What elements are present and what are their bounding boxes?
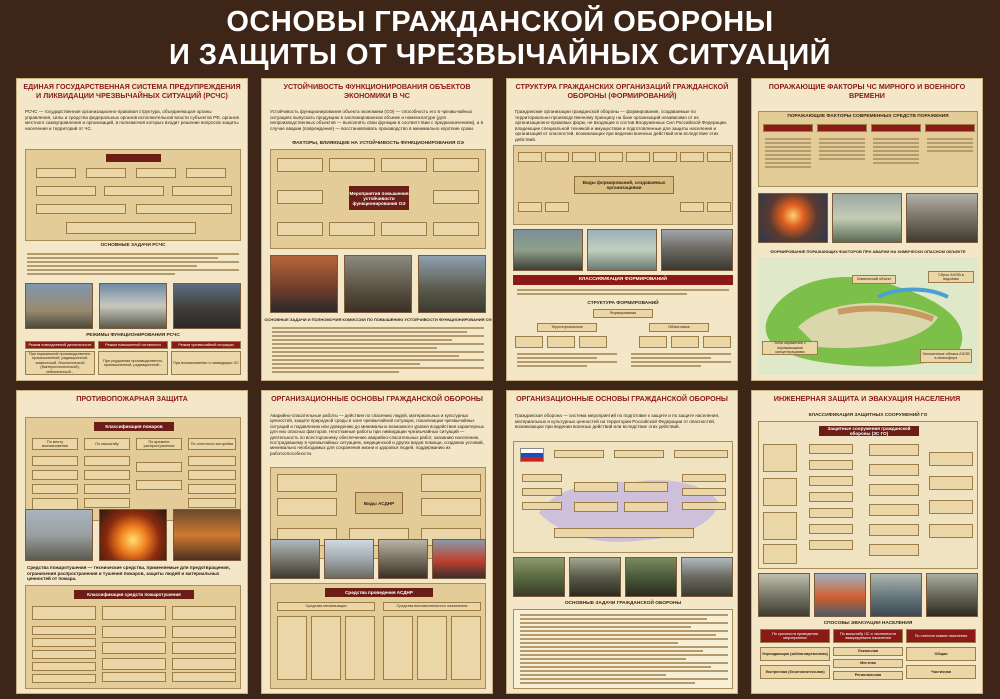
center-box: Виды АСДНР xyxy=(355,492,403,514)
panel-intro: Гражданская оборона — система мероприятий по подготовке к защите и по защите населения, материальных и культурных ценностей на территории Российской Федерации от опасностей, возникающих при ведении военных действий или вследствие этих действий. xyxy=(515,413,720,430)
fire-col-1: По месту возникновения xyxy=(32,438,78,450)
photo-firefighter xyxy=(173,509,241,561)
evac-col2-item: Местная xyxy=(833,659,903,668)
section-title: ОСНОВНЫЕ ЗАДАЧИ И ПОЛНОМОЧИЯ КОМИССИИ ПО ПОВЫШЕНИЮ УСТОЙЧИВОСТИ ФУНКЦИОНИРОВАНИЯ ОЭ xyxy=(264,317,492,322)
mode-1-desc: При нормальной производственно-промышленной, радиационной, химической, биологической (бактериологической), сейсмической... xyxy=(25,351,95,375)
photo-boat-evacuation xyxy=(814,573,866,617)
fire-col-2: По масштабу xyxy=(84,438,130,450)
title-line-1: ОСНОВЫ ГРАЖДАНСКОЙ ОБОРОНЫ xyxy=(226,6,774,38)
label-water-release: Сброс АХОВ в водоемы xyxy=(928,271,974,283)
classification-box: Классификация средств пожаротушения xyxy=(74,590,194,599)
center-box: Виды формирований, создаваемых организациями xyxy=(574,176,674,194)
photo-ruined-city xyxy=(661,229,733,271)
photo-snow-rescue xyxy=(324,539,374,579)
photo-gas-masks xyxy=(569,557,621,597)
photo-decontamination xyxy=(513,229,583,271)
means-auxiliary: Средства вспомогательного назначения xyxy=(383,602,481,611)
panel-fire-protection xyxy=(16,390,248,694)
photo-training xyxy=(513,557,565,597)
factors-table xyxy=(758,111,978,187)
photo-protective-suits xyxy=(587,229,657,271)
label-contamination-zone: Зона заражения с поражающими концентрациями xyxy=(762,341,818,355)
evac-col1-item: Экстренная (безотлагательная) xyxy=(760,665,830,679)
russia-map-chart xyxy=(513,441,733,553)
photo-officials xyxy=(173,283,241,329)
photo-flood-rescue xyxy=(870,573,922,617)
factors-chart xyxy=(270,149,486,249)
section-title: РЕЖИМЫ ФУНКЦИОНИРОВАНИЯ РСЧС xyxy=(86,333,180,338)
section-title: ПОРАЖАЮЩИЕ ФАКТОРЫ СОВРЕМЕННЫХ СРЕДСТВ ПОРАЖЕНИЯ xyxy=(787,114,949,119)
panel-rschs xyxy=(16,78,248,381)
label-cloud: Заложенные облака АХОВ в атмосфере xyxy=(920,349,972,363)
evac-col1-item: Упреждающая (заблаговременная) xyxy=(760,647,830,661)
section-title: СТРУКТУРА ФОРМИРОВАНИЙ xyxy=(587,301,659,306)
photo-rescue-trucks xyxy=(25,283,93,329)
panel-title: ОРГАНИЗАЦИОННЫЕ ОСНОВЫ ГРАЖДАНСКОЙ ОБОРОНЫ xyxy=(271,394,483,403)
evac-col2-item: Локальная xyxy=(833,647,903,656)
extinguishing-means-desc: Средства пожаротушения — технические средства, применяемые для предотвращения, ограничения распространения и тушения пожаров, защиты людей и материальных ценностей от пожара. xyxy=(27,565,230,582)
center-box: Мероприятия повышения устойчивости функционирования ОЭ xyxy=(349,186,409,210)
photo-gas-mask-people xyxy=(926,573,978,617)
evac-head-2: По масштабу ЧС и численности эвакуируемого населения xyxy=(833,629,903,643)
shelters-chart xyxy=(758,421,978,569)
tasks-list xyxy=(513,609,733,689)
extinguishing-classification xyxy=(25,585,241,689)
mode-2-desc: При ухудшении производственно-промышленной, радиационной... xyxy=(98,351,168,375)
evac-col3-item: Общая xyxy=(906,647,976,661)
photo-destroyed-street xyxy=(906,193,978,243)
struct-root: Формирования xyxy=(593,309,653,318)
mode-3-desc: При возникновении и ликвидации ЧС xyxy=(171,351,241,375)
photo-collapsed-building xyxy=(378,539,428,579)
photo-emergency-vehicle xyxy=(432,539,486,579)
section-title: ФОРМИРОВАНИЕ ПОРАЖАЮЩИХ ФАКТОРОВ ПРИ АВАРИИ НА ХИМИЧЕСКИ ОПАСНОМ ОБЪЕКТЕ xyxy=(770,249,966,254)
panel-title: СТРУКТУРА ГРАЖДАНСКИХ ОРГАНИЗАЦИЙ ГРАЖДАНСКОЙ ОБОРОНЫ (ФОРМИРОВАНИЙ) xyxy=(515,82,729,100)
photo-rubble xyxy=(344,255,412,313)
panel-title: ИНЖЕНЕРНАЯ ЗАЩИТА И ЭВАКУАЦИЯ НАСЕЛЕНИЯ xyxy=(773,394,961,403)
panel-title: ОРГАНИЗАЦИОННЫЕ ОСНОВЫ ГРАЖДАНСКОЙ ОБОРОНЫ xyxy=(516,394,728,403)
page-title xyxy=(0,6,1000,72)
panel-stability xyxy=(261,78,493,381)
formations-chart xyxy=(513,145,733,225)
section-title: ОСНОВНЫЕ ЗАДАЧИ ГРАЖДАНСКОЙ ОБОРОНЫ xyxy=(564,601,682,606)
panel-intro: Устойчивость функционирования объекта экономики (ОЭ) — способность его в чрезвычайных ситуациях выпускать продукцию в запланированном объеме и номенклатуре (для непроизводственных объектов — выполнять свои функции в соответствии с предназначением), а в случае аварии (повреждения) — восстанавливать производство в минимально короткие сроки. xyxy=(270,109,484,131)
mode-1: Режим повседневной деятельности xyxy=(25,341,95,349)
photo-fire xyxy=(99,509,167,561)
photo-chemical-suits xyxy=(832,193,902,243)
panel-title: ПРОТИВОПОЖАРНАЯ ЗАЩИТА xyxy=(76,394,188,403)
photo-excavation xyxy=(418,255,486,313)
section-title: КЛАССИФИКАЦИЯ ЗАЩИТНЫХ СООРУЖЕНИЙ ГО xyxy=(808,413,928,418)
panel-damaging-factors xyxy=(751,78,983,381)
section-title: КЛАССИФИКАЦИЯ ФОРМИРОВАНИЙ xyxy=(578,277,667,282)
panel-intro: РСЧС — государственная организационно-правовая структура, объединяющая органы управления, силы и средства федеральных органов исполнительной власти субъектов РФ, органов местного самоуправления и организаций, в полномочия которых входит решение вопросов защиты населения и территорий от ЧС. xyxy=(25,109,239,131)
panel-intro: Аварийно-спасательные работы — действия по спасению людей, материальных и культурных ценностей, защите природной среды в зоне чрезвычайной ситуации, локализации чрезвычайных ситуаций и подавлению или доведению до минимально возможного уровня воздействия характерных для них опасных факторов. Неотложные работы при ликвидации чрезвычайных ситуаций — деятельность по всестороннему обеспечению аварийно-спасательных работ, оказанию населению, пострадавшему в чрезвычайных ситуациях, медицинской и других видов помощи, созданию условий, минимально необходимых для сохранения жизни и здоровья людей, поддержанию их работоспособности. xyxy=(270,413,484,456)
title-line-2: И ЗАЩИТЫ ОТ ЧРЕЗВЫЧАЙНЫХ СИТУАЦИЙ xyxy=(168,39,832,71)
evac-head-3: По степени охвата населения xyxy=(906,629,976,643)
shelters-top-box: Защитные сооружения гражданской обороны (ЗС ГО) xyxy=(819,426,919,436)
mode-2: Режим повышенной готовности xyxy=(98,341,168,349)
russia-flag xyxy=(520,448,544,462)
photo-rescuers-ruins xyxy=(270,539,320,579)
fire-col-3: По времени распространения xyxy=(136,438,182,450)
photo-mchs-rescuers xyxy=(270,255,338,313)
org-chart xyxy=(25,149,241,241)
asdnr-means xyxy=(270,583,486,689)
evac-col2-item: Региональная xyxy=(833,671,903,680)
photo-firefighting-plane xyxy=(25,509,93,561)
panel-engineering-protection xyxy=(751,390,983,694)
panel-formations xyxy=(506,78,738,381)
section-title: СПОСОБЫ ЭВАКУАЦИИ НАСЕЛЕНИЯ xyxy=(823,621,913,626)
means-title: Средства проведения АСДНР xyxy=(325,588,433,597)
panel-intro: Гражданские организации гражданской обороны — формирования, создаваемые по территориально-производственному принципу на базе организаций независимо от их организационно-правовых форм, не входящие в состав Вооруженных Сил Российской Федерации, владеющие специальной техникой и имуществом и подготовленные для защиты населения и организаций от опасностей, возникающих при ведении военных действий или вследствие этих действий. xyxy=(515,109,728,142)
panel-title: ПОРАЖАЮЩИЕ ФАКТОРЫ ЧС МИРНОГО И ВОЕННОГО ВРЕМЕНИ xyxy=(768,82,966,100)
fire-col-4: По плотности застройки xyxy=(188,438,236,450)
evac-col3-item: Частичная xyxy=(906,665,976,679)
photo-evacuation-street xyxy=(681,557,733,597)
struct-object: Объектовые xyxy=(649,323,709,332)
panel-title: УСТОЙЧИВОСТЬ ФУНКЦИОНИРОВАНИЯ ОБЪЕКТОВ ЭКОНОМИКИ В ЧС xyxy=(283,82,471,100)
panel-civil-defense xyxy=(506,390,738,694)
section-title: ФАКТОРЫ, ВЛИЯЮЩИЕ НА УСТОЙЧИВОСТЬ ФУНКЦИОНИРОВАНИЯ ОЭ xyxy=(292,141,464,146)
classification-box: Классификация пожаров xyxy=(94,422,174,431)
means-mechanization: Средства механизации xyxy=(277,602,375,611)
photo-shelter-interior xyxy=(758,573,810,617)
photo-nuclear-explosion xyxy=(758,193,828,243)
photo-rescue-plane xyxy=(99,283,167,329)
struct-territorial: Территориальные xyxy=(537,323,597,332)
label-chem-object: Химический объект xyxy=(852,275,896,284)
fire-classification xyxy=(25,417,241,521)
evac-head-1: По срочности проведения мероприятия xyxy=(760,629,830,643)
panel-asdnr xyxy=(261,390,493,694)
photo-soldiers xyxy=(625,557,677,597)
mode-3: Режим чрезвычайной ситуации xyxy=(171,341,241,349)
section-title: ОСНОВНЫЕ ЗАДАЧИ РСЧС xyxy=(100,243,166,248)
panel-title: ЕДИНАЯ ГОСУДАРСТВЕННАЯ СИСТЕМА ПРЕДУПРЕЖДЕНИЯ И ЛИКВИДАЦИИ ЧРЕЗВЫЧАЙНЫХ СИТУАЦИЙ (РСЧС) xyxy=(23,82,241,100)
